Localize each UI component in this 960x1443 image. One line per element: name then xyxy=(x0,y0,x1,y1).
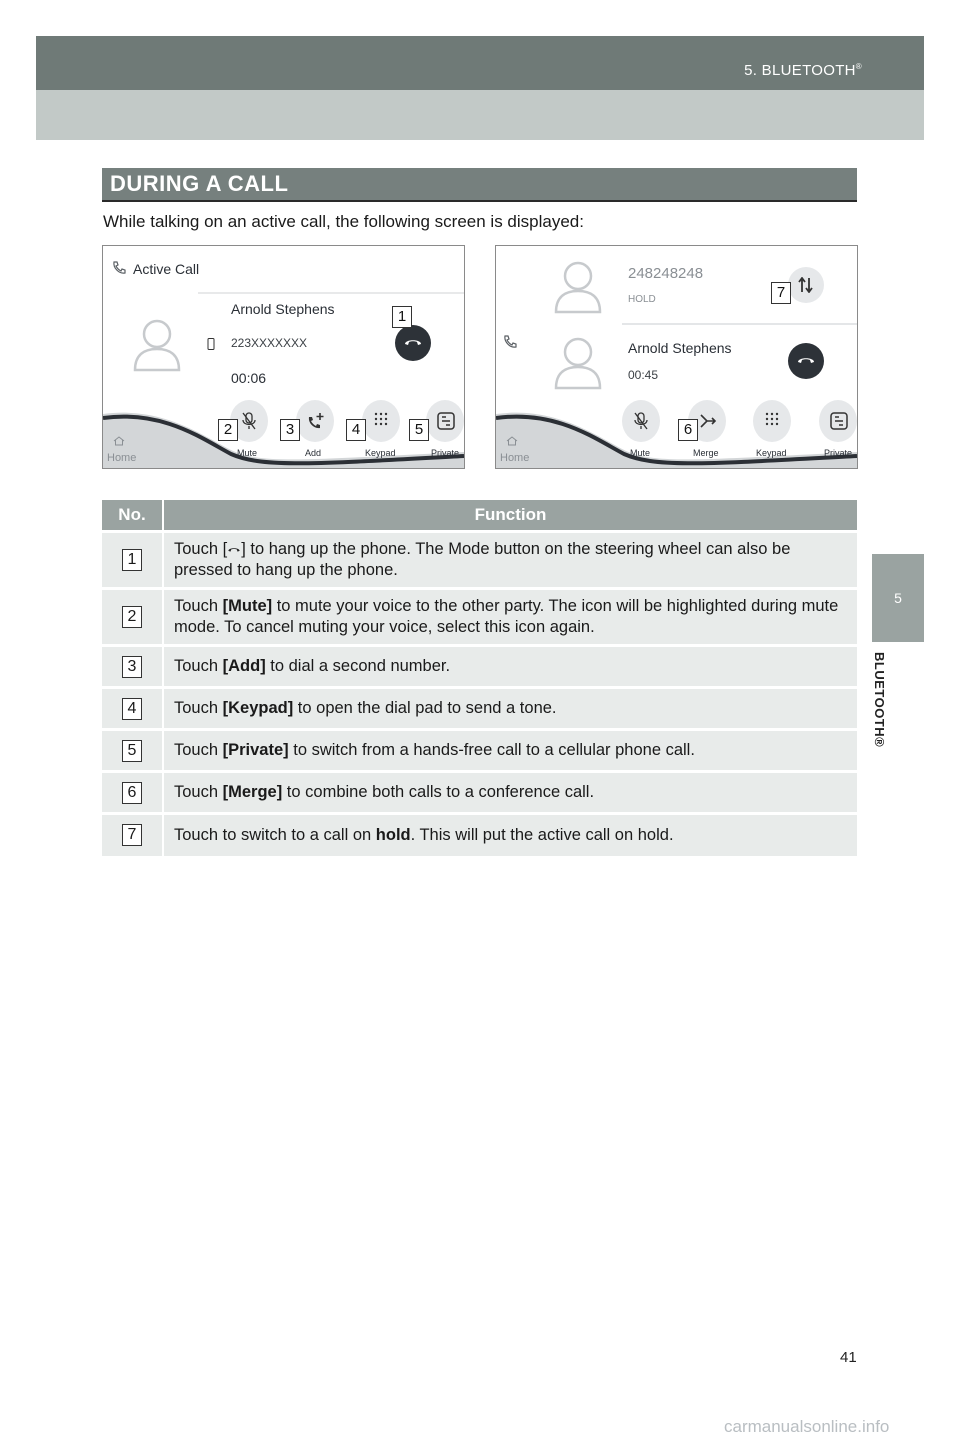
callout-6: 6 xyxy=(678,419,698,441)
hold-status: HOLD xyxy=(628,294,656,305)
table-row xyxy=(102,646,857,688)
row-number: 3 xyxy=(122,656,142,678)
hang-up-icon xyxy=(796,354,816,366)
call-timer: 00:06 xyxy=(231,370,267,386)
row-number: 2 xyxy=(122,606,142,628)
section-title: DURING A CALL xyxy=(110,171,289,196)
private-label: Private xyxy=(824,448,853,458)
intro-text: While talking on an active call, the following screen is displayed: xyxy=(103,212,584,231)
private-handset-icon xyxy=(830,412,848,430)
hang-up-button[interactable] xyxy=(788,343,824,379)
merge-icon xyxy=(699,412,717,430)
chapter-title: 5. BLUETOOTH® xyxy=(744,62,862,79)
side-tab-label: BLUETOOTH® xyxy=(872,652,887,748)
row-description: Touch [Add] to dial a second number. xyxy=(163,646,857,688)
held-contact-avatar-icon xyxy=(552,258,604,314)
side-tab-number: 5 xyxy=(872,554,924,642)
function-table xyxy=(102,500,857,856)
home-button[interactable]: Home xyxy=(500,452,530,464)
row-number: 7 xyxy=(122,824,142,846)
private-button[interactable] xyxy=(426,400,464,442)
row-number: 5 xyxy=(122,740,142,762)
page-number: 41 xyxy=(840,1349,857,1366)
keypad-button[interactable] xyxy=(362,400,400,442)
table-row xyxy=(102,589,857,646)
row-number: 1 xyxy=(122,549,142,571)
header-subband xyxy=(36,90,924,140)
contact-avatar-icon xyxy=(552,334,604,390)
row-description: Touch [Keypad] to open the dial pad to send a tone. xyxy=(163,688,857,730)
row-description: Touch [Private] to switch from a hands-free call to a cellular phone call. xyxy=(163,730,857,772)
callout-5: 5 xyxy=(409,419,429,441)
keypad-icon xyxy=(373,412,389,428)
section-header xyxy=(102,168,857,202)
callout-4: 4 xyxy=(346,419,366,441)
call-icon xyxy=(502,334,518,350)
merge-label: Merge xyxy=(693,448,719,458)
watermark: carmanualsonline.info xyxy=(724,1417,890,1436)
hang-up-icon xyxy=(227,545,241,554)
hang-up-icon xyxy=(403,336,423,348)
keypad-button[interactable] xyxy=(753,400,791,442)
callout-3: 3 xyxy=(280,419,300,441)
row-number: 4 xyxy=(122,698,142,720)
home-icon xyxy=(113,436,125,446)
header-function: Function xyxy=(163,500,857,532)
callout-2: 2 xyxy=(218,419,238,441)
screen-title: Active Call xyxy=(133,261,200,277)
row-description: Touch [Merge] to combine both calls to a conference call. xyxy=(163,772,857,814)
home-icon xyxy=(506,436,518,446)
call-timer: 00:45 xyxy=(628,368,659,382)
active-call-icon xyxy=(111,260,127,276)
swap-hold-button[interactable] xyxy=(788,267,824,303)
screenshot-two-calls xyxy=(495,245,858,469)
add-call-icon xyxy=(307,412,325,430)
row-description: Touch [ ] to hang up the phone. The Mode button on the steering wheel can also be pressed to hang up the phone. xyxy=(163,532,857,589)
table-row xyxy=(102,772,857,814)
mobile-phone-icon xyxy=(207,338,215,350)
keypad-label: Keypad xyxy=(756,448,787,458)
keypad-label: Keypad xyxy=(365,448,396,458)
table-row xyxy=(102,730,857,772)
header-no: No. xyxy=(102,500,163,532)
private-label: Private xyxy=(431,448,460,458)
table-row xyxy=(102,532,857,589)
swap-arrows-icon xyxy=(796,277,816,293)
table-row xyxy=(102,688,857,730)
mute-label: Mute xyxy=(630,448,651,458)
phone-number: 223XXXXXXX xyxy=(231,336,308,350)
row-description: Touch [Mute] to mute your voice to the other party. The icon will be highlighted during mute mode. To cancel muting your voice, select this icon again. xyxy=(163,589,857,646)
row-number: 6 xyxy=(122,782,142,804)
callout-7: 7 xyxy=(771,282,791,304)
mute-mic-icon xyxy=(241,412,257,430)
add-call-button[interactable] xyxy=(296,400,334,442)
keypad-icon xyxy=(764,412,780,428)
add-label: Add xyxy=(305,448,322,458)
row-description: Touch to switch to a call on hold. This will put the active call on hold. xyxy=(163,814,857,856)
held-number: 248248248 xyxy=(628,265,704,282)
private-button[interactable] xyxy=(819,400,857,442)
mute-button[interactable] xyxy=(622,400,660,442)
contact-name: Arnold Stephens xyxy=(628,340,732,356)
private-handset-icon xyxy=(437,412,455,430)
home-button[interactable]: Home xyxy=(107,452,137,464)
mute-label: Mute xyxy=(237,448,258,458)
screenshot-active-call xyxy=(102,245,465,469)
mute-mic-icon xyxy=(633,412,649,430)
hang-up-button[interactable] xyxy=(395,325,431,361)
contact-name: Arnold Stephens xyxy=(231,301,335,317)
contact-avatar-icon xyxy=(131,316,183,372)
callout-1: 1 xyxy=(392,306,412,328)
table-row xyxy=(102,814,857,856)
